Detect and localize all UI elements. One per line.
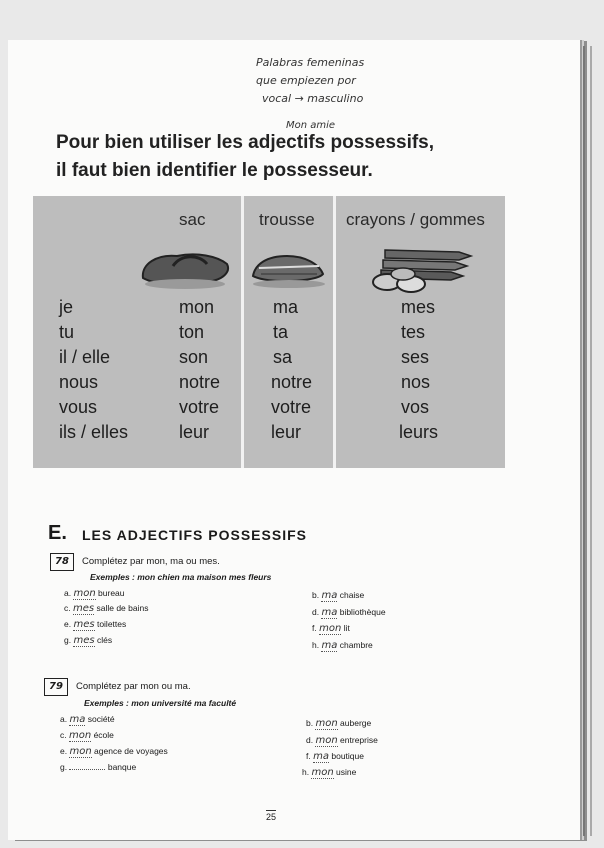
handwritten-answer[interactable]: mon (319, 623, 342, 634)
page-edge (590, 46, 592, 836)
item-word: agence de voyages (94, 746, 168, 756)
sac-cell: votre (179, 397, 220, 417)
item-word: chaise (339, 590, 365, 600)
exercise-79-item (302, 767, 356, 778)
crayons-cell: ses (401, 347, 430, 367)
item-letter: c. (64, 603, 71, 613)
item-word: bureau (98, 588, 125, 598)
item-word: entreprise (340, 735, 378, 745)
sac-cell: ton (179, 322, 205, 342)
handwritten-answer[interactable]: mes (73, 619, 95, 630)
item-word: boutique (331, 751, 364, 761)
trousse-cell: sa (273, 347, 293, 367)
handwritten-answer[interactable]: ma (321, 607, 338, 618)
item-word: toilettes (96, 619, 127, 629)
page-number: 25 (266, 812, 277, 822)
trousse-cell: votre (271, 397, 312, 417)
possessive-table (33, 196, 505, 468)
pencil-case-icon (247, 246, 329, 292)
crayons-cell: vos (401, 397, 430, 417)
exercise-78-examples: Exemples : mon chien ma maison mes fleurs (90, 572, 272, 582)
exercise-79-item (306, 735, 378, 746)
handwritten-answer[interactable]: mon (73, 588, 96, 599)
exercise-79-instruction: Complétez par mon ou ma. (76, 681, 191, 692)
handwritten-answer[interactable]: ma (69, 714, 86, 725)
exercise-79-item (60, 730, 114, 741)
handwritten-answer[interactable]: ma (313, 751, 329, 762)
item-word: école (93, 730, 114, 740)
column-header-sac: sac (179, 210, 206, 229)
trousse-cell: leur (271, 422, 302, 442)
handwritten-answer[interactable]: mon (69, 730, 92, 741)
exercise-78-item (64, 619, 126, 630)
handwritten-note-line: Mon amie (286, 120, 336, 131)
handwritten-note-line: que empiezen por (256, 74, 356, 87)
item-word: société (87, 714, 115, 724)
item-letter: b. (306, 718, 314, 728)
trousse-cell: notre (271, 372, 313, 392)
item-letter: g. (64, 635, 72, 645)
crayons-cell: tes (401, 322, 426, 342)
item-word: clés (96, 635, 113, 645)
exercise-79-item (306, 718, 371, 729)
item-letter: d. (306, 735, 314, 745)
section-title: LES ADJECTIFS POSSESSIFS (82, 527, 307, 543)
crayons-cell: nos (401, 372, 431, 392)
item-word: usine (336, 767, 357, 777)
item-letter: f. (306, 751, 311, 761)
item-letter: e. (60, 746, 68, 756)
sac-cell: son (179, 347, 209, 367)
pronoun-cell: tu (59, 322, 75, 342)
item-letter: c. (60, 730, 67, 740)
item-word: lit (343, 623, 350, 633)
exercise-78-item (312, 590, 364, 601)
exercise-number-79: 79 (44, 678, 68, 696)
item-letter: h. (302, 767, 310, 777)
item-letter: h. (312, 640, 320, 650)
exercise-79-item (306, 751, 364, 762)
handwritten-answer[interactable]: ma (321, 640, 338, 651)
exercise-79-examples: Exemples : mon université ma faculté (84, 698, 237, 708)
exercise-78-item (312, 623, 350, 634)
item-letter: a. (64, 588, 72, 598)
exercise-79-item (60, 762, 136, 772)
exercise-79-item (60, 746, 168, 757)
handwritten-answer[interactable]: mes (73, 635, 95, 646)
item-word: auberge (340, 718, 372, 728)
crayons-cell: mes (401, 297, 436, 317)
pronoun-cell: ils / elles (59, 422, 129, 442)
exercise-79-item (60, 714, 115, 725)
trousse-cell: ma (273, 297, 299, 317)
handwritten-answer[interactable]: mes (73, 603, 95, 614)
column-divider (333, 196, 336, 468)
pronoun-cell: vous (59, 397, 98, 417)
item-word: bibliothèque (339, 607, 386, 617)
item-letter: e. (64, 619, 72, 629)
section-letter: E. (48, 522, 67, 544)
item-letter: g. (60, 762, 68, 772)
exercise-78-item (312, 607, 386, 618)
pronoun-cell: nous (59, 372, 99, 392)
column-divider (241, 196, 244, 468)
headline-line-2: il faut bien identifier le possesseur. (56, 160, 373, 181)
item-word: salle de bains (96, 603, 149, 613)
exercise-number-78: 78 (50, 553, 74, 571)
item-letter: a. (60, 714, 68, 724)
item-letter: f. (312, 623, 317, 633)
item-letter: b. (312, 590, 320, 600)
pronoun-cell: je (59, 297, 74, 317)
exercise-78-item (64, 603, 148, 614)
pronoun-cell: il / elle (59, 347, 111, 367)
trousse-cell: ta (273, 322, 289, 342)
handwritten-answer[interactable]: mon (311, 767, 334, 778)
handwritten-answer[interactable]: ma (321, 590, 338, 601)
page-edge (583, 46, 585, 836)
crayons-erasers-icon (367, 242, 477, 294)
sac-cell: leur (179, 422, 210, 442)
handwritten-answer[interactable]: mon (315, 718, 338, 729)
exercise-78-item (64, 588, 125, 599)
handwritten-note-line: vocal → masculino (262, 92, 364, 105)
exercise-78-item (64, 635, 112, 646)
column-header-trousse: trousse (259, 210, 315, 229)
column-header-crayons: crayons / gommes (346, 210, 485, 229)
bag-icon (137, 244, 233, 292)
headline-line-1: Pour bien utiliser les adjectifs possessifs, (56, 132, 435, 153)
sac-cell: mon (179, 297, 215, 317)
sac-cell: notre (179, 372, 221, 392)
exercise-78-instruction: Complétez par mon, ma ou mes. (82, 556, 220, 567)
blank-answer[interactable] (69, 769, 105, 770)
handwritten-answer[interactable]: mon (315, 735, 338, 746)
handwritten-note-line: Palabras femeninas (256, 56, 365, 69)
item-word: chambre (339, 640, 373, 650)
handwritten-answer[interactable]: mon (69, 746, 92, 757)
exercise-78-item (312, 640, 373, 651)
crayons-cell: leurs (399, 422, 439, 442)
item-letter: d. (312, 607, 320, 617)
item-word: banque (107, 762, 137, 772)
